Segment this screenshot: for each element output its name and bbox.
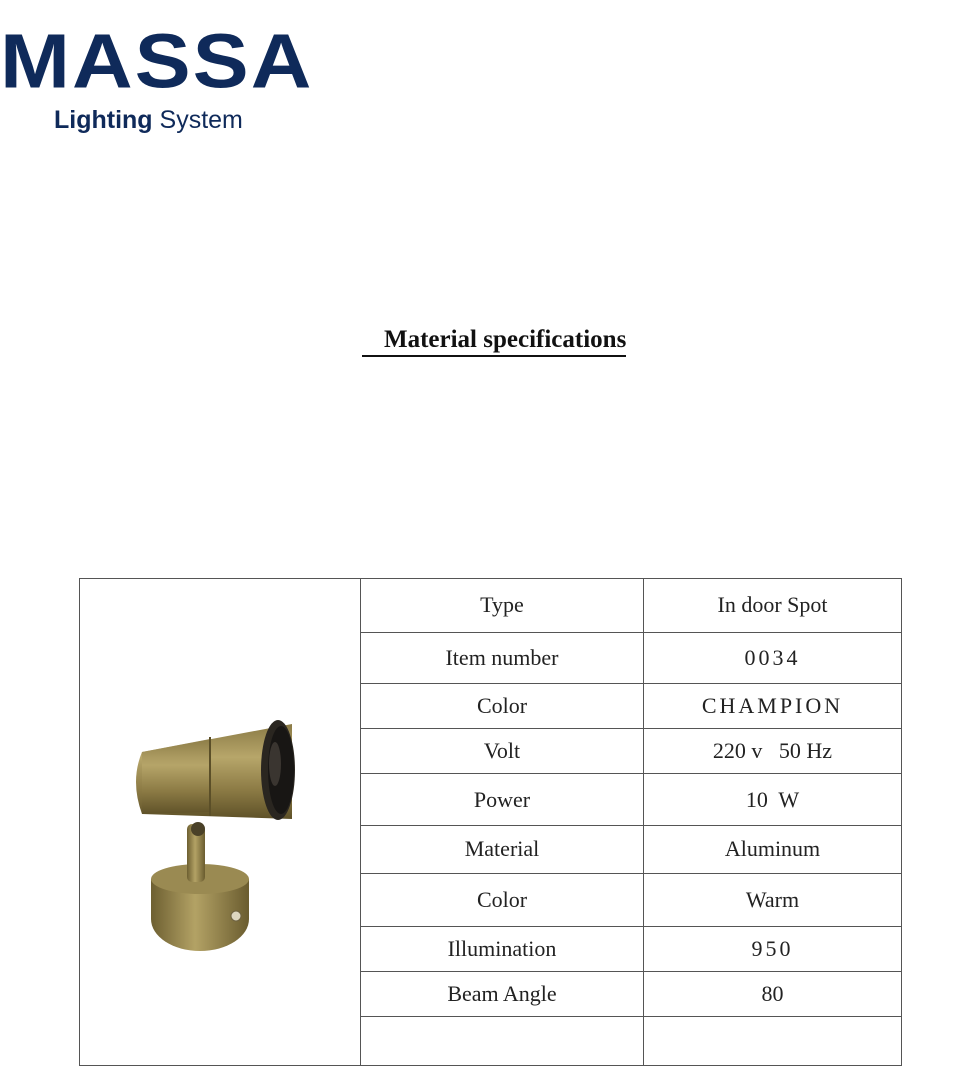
spec-table [79, 578, 902, 1066]
spec-value: In door Spot [644, 579, 902, 633]
spec-label: Volt [361, 729, 644, 774]
spec-label [361, 1017, 644, 1066]
tagline-bold: Lighting [54, 106, 153, 134]
spec-value: 220 v 50 Hz [644, 729, 902, 774]
brand-tagline [54, 108, 243, 133]
product-image-cell [80, 579, 361, 1066]
spec-label: Color [361, 683, 644, 729]
spec-value [644, 1017, 902, 1066]
tagline-regular: System [159, 106, 243, 134]
spec-value: Aluminum [644, 826, 902, 874]
spec-value: CHAMPION [644, 683, 902, 729]
table-row [80, 579, 902, 633]
spec-value: 80 [644, 972, 902, 1017]
spec-label: Material [361, 826, 644, 874]
spec-label: Power [361, 774, 644, 826]
spec-label: Type [361, 579, 644, 633]
spec-label: Beam Angle [361, 972, 644, 1017]
spec-label: Color [361, 873, 644, 926]
spec-label: Illumination [361, 926, 644, 972]
spec-value: 950 [644, 926, 902, 972]
brand-logo: MASSA [0, 17, 314, 104]
spotlight-product-image [80, 579, 360, 1059]
spec-value: 10 W [644, 774, 902, 826]
spec-value: 0034 [644, 632, 902, 683]
spec-value: Warm [644, 873, 902, 926]
spec-label: Item number [361, 632, 644, 683]
page-title: Material specifications [362, 325, 626, 357]
